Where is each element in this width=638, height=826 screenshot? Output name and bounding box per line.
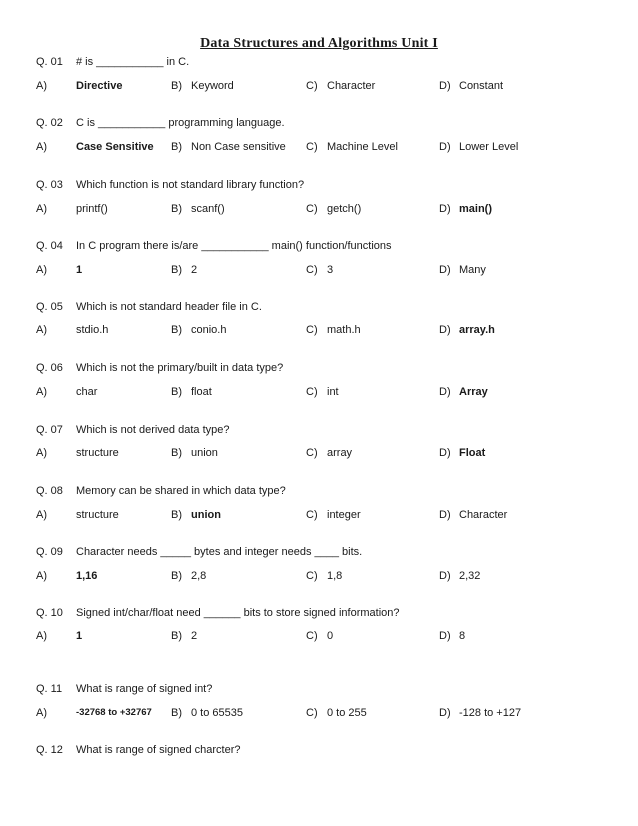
option-b-label: B) bbox=[171, 203, 182, 215]
option-d-label: D) bbox=[439, 707, 451, 719]
option-c: 3 bbox=[327, 264, 334, 276]
question-number: Q. 06 bbox=[36, 362, 63, 374]
question-row bbox=[0, 298, 638, 316]
option-b: 2 bbox=[191, 630, 198, 642]
option-c-label: C) bbox=[306, 509, 318, 521]
option-b-label: B) bbox=[171, 386, 182, 398]
option-d-label: D) bbox=[439, 630, 451, 642]
option-a: 1 bbox=[76, 630, 83, 642]
question-text: Which is not derived data type? bbox=[76, 424, 230, 436]
option-c: integer bbox=[327, 509, 361, 521]
option-c-label: C) bbox=[306, 203, 318, 215]
option-a: structure bbox=[76, 509, 119, 521]
option-b: 0 to 65535 bbox=[191, 707, 243, 719]
option-b-label: B) bbox=[171, 141, 182, 153]
option-a: 1,16 bbox=[76, 570, 98, 582]
option-c-label: C) bbox=[306, 264, 318, 276]
question-number: Q. 04 bbox=[36, 240, 63, 252]
option-b-label: B) bbox=[171, 264, 182, 276]
question-number: Q. 11 bbox=[36, 683, 63, 695]
question-number: Q. 09 bbox=[36, 546, 63, 558]
option-c: array bbox=[327, 447, 353, 459]
question-number: Q. 07 bbox=[36, 424, 63, 436]
question-text: Which is not the primary/built in data type? bbox=[76, 362, 284, 374]
option-a: printf() bbox=[76, 203, 108, 215]
question-row bbox=[0, 680, 638, 698]
option-d: 8 bbox=[459, 630, 466, 642]
option-d-label: D) bbox=[439, 80, 451, 92]
option-c-label: C) bbox=[306, 386, 318, 398]
option-a-label: A) bbox=[36, 630, 47, 642]
question-text: Signed int/char/float need ______ bits to store signed information? bbox=[76, 607, 400, 619]
option-a-label: A) bbox=[36, 707, 47, 719]
option-d-label: D) bbox=[439, 386, 451, 398]
options-row bbox=[0, 704, 638, 722]
question-text: In C program there is/are ___________ main() function/functions bbox=[76, 240, 392, 252]
options-row bbox=[0, 567, 638, 585]
option-a-label: A) bbox=[36, 80, 47, 92]
question-text: What is range of signed charcter? bbox=[76, 744, 241, 756]
option-d: Array bbox=[459, 386, 488, 398]
options-row bbox=[0, 261, 638, 279]
question-text: C is ___________ programming language. bbox=[76, 117, 285, 129]
option-b: float bbox=[191, 386, 212, 398]
option-c: Character bbox=[327, 80, 376, 92]
question-text: Character needs _____ bytes and integer needs ____ bits. bbox=[76, 546, 363, 558]
option-d-label: D) bbox=[439, 141, 451, 153]
option-d-label: D) bbox=[439, 570, 451, 582]
question-row bbox=[0, 176, 638, 194]
option-d-label: D) bbox=[439, 509, 451, 521]
option-d: -128 to +127 bbox=[459, 707, 522, 719]
options-row bbox=[0, 138, 638, 156]
question-row bbox=[0, 237, 638, 255]
question-number: Q. 01 bbox=[36, 56, 63, 68]
option-b-label: B) bbox=[171, 80, 182, 92]
option-b-label: B) bbox=[171, 447, 182, 459]
question-number: Q. 05 bbox=[36, 301, 63, 313]
option-b-label: B) bbox=[171, 509, 182, 521]
options-row bbox=[0, 200, 638, 218]
question-text: # is ___________ in C. bbox=[76, 56, 190, 68]
option-b-label: B) bbox=[171, 707, 182, 719]
option-a: -32768 to +32767 bbox=[76, 707, 152, 718]
option-d: 2,32 bbox=[459, 570, 481, 582]
option-b: union bbox=[191, 447, 218, 459]
question-row bbox=[0, 53, 638, 71]
option-d: Character bbox=[459, 509, 508, 521]
option-c: 1,8 bbox=[327, 570, 343, 582]
option-c: math.h bbox=[327, 324, 361, 336]
option-d-label: D) bbox=[439, 264, 451, 276]
option-d-label: D) bbox=[439, 324, 451, 336]
option-d: array.h bbox=[459, 324, 495, 336]
option-d: Float bbox=[459, 447, 486, 459]
option-b-label: B) bbox=[171, 630, 182, 642]
option-c-label: C) bbox=[306, 80, 318, 92]
option-c: Machine Level bbox=[327, 141, 398, 153]
option-a-label: A) bbox=[36, 203, 47, 215]
option-a-label: A) bbox=[36, 447, 47, 459]
option-c-label: C) bbox=[306, 447, 318, 459]
question-row bbox=[0, 421, 638, 439]
option-d: Many bbox=[459, 264, 486, 276]
option-a: structure bbox=[76, 447, 119, 459]
option-c-label: C) bbox=[306, 141, 318, 153]
question-row bbox=[0, 114, 638, 132]
question-text: What is range of signed int? bbox=[76, 683, 213, 695]
option-c: 0 to 255 bbox=[327, 707, 367, 719]
option-a: Directive bbox=[76, 80, 123, 92]
options-row bbox=[0, 627, 638, 645]
option-d: Constant bbox=[459, 80, 504, 92]
option-a: char bbox=[76, 386, 98, 398]
option-c-label: C) bbox=[306, 630, 318, 642]
options-row bbox=[0, 506, 638, 524]
options-row bbox=[0, 444, 638, 462]
option-b: union bbox=[191, 509, 221, 521]
question-number: Q. 03 bbox=[36, 179, 63, 191]
option-b: 2,8 bbox=[191, 570, 207, 582]
option-a: Case Sensitive bbox=[76, 141, 154, 153]
option-c: int bbox=[327, 386, 339, 398]
question-row bbox=[0, 543, 638, 561]
question-number: Q. 12 bbox=[36, 744, 63, 756]
question-text: Which is not standard header file in C. bbox=[76, 301, 262, 313]
question-text: Which function is not standard library function? bbox=[76, 179, 305, 191]
option-d: main() bbox=[459, 203, 492, 215]
document-title: Data Structures and Algorithms Unit I bbox=[200, 36, 438, 51]
options-row bbox=[0, 77, 638, 95]
option-d-label: D) bbox=[439, 447, 451, 459]
option-b: 2 bbox=[191, 264, 198, 276]
option-c: getch() bbox=[327, 203, 362, 215]
question-row bbox=[0, 482, 638, 500]
option-a-label: A) bbox=[36, 141, 47, 153]
option-a-label: A) bbox=[36, 509, 47, 521]
option-a-label: A) bbox=[36, 324, 47, 336]
option-b-label: B) bbox=[171, 324, 182, 336]
question-number: Q. 02 bbox=[36, 117, 63, 129]
question-row bbox=[0, 359, 638, 377]
option-a-label: A) bbox=[36, 264, 47, 276]
option-c-label: C) bbox=[306, 324, 318, 336]
option-d: Lower Level bbox=[459, 141, 519, 153]
option-b: conio.h bbox=[191, 324, 227, 336]
question-text: Memory can be shared in which data type? bbox=[76, 485, 286, 497]
option-a-label: A) bbox=[36, 570, 47, 582]
option-d-label: D) bbox=[439, 203, 451, 215]
option-a: 1 bbox=[76, 264, 83, 276]
question-row bbox=[0, 741, 638, 759]
options-row bbox=[0, 321, 638, 339]
option-b: scanf() bbox=[191, 203, 225, 215]
options-row bbox=[0, 383, 638, 401]
option-b: Non Case sensitive bbox=[191, 141, 286, 153]
option-b-label: B) bbox=[171, 570, 182, 582]
question-number: Q. 08 bbox=[36, 485, 63, 497]
option-a-label: A) bbox=[36, 386, 47, 398]
option-c: 0 bbox=[327, 630, 334, 642]
option-b: Keyword bbox=[191, 80, 234, 92]
option-c-label: C) bbox=[306, 707, 318, 719]
option-c-label: C) bbox=[306, 570, 318, 582]
question-row bbox=[0, 604, 638, 622]
option-a: stdio.h bbox=[76, 324, 109, 336]
question-number: Q. 10 bbox=[36, 607, 63, 619]
